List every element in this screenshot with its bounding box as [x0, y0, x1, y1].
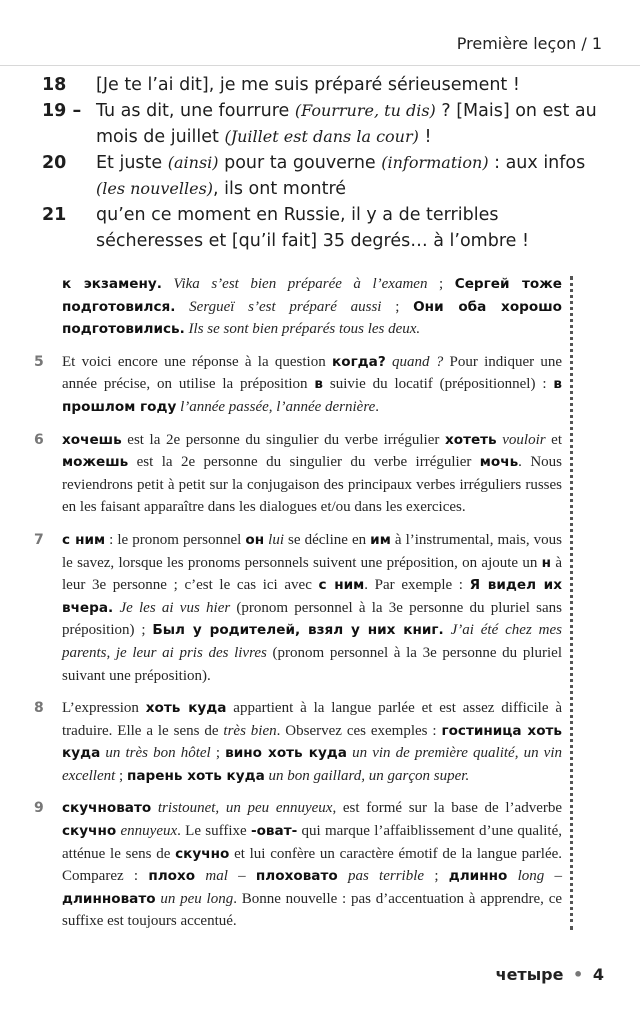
page-word: четыре — [495, 965, 564, 984]
note-text: . Nous reviendrons petit à petit sur la conjugaison des principaux verbes irréguliers russes en les faisant apparaître dans les dialogues et/ou dans les exercices. — [62, 454, 563, 516]
header-divider — [0, 65, 640, 66]
line-number: 20 — [42, 153, 67, 173]
russian-term: н — [541, 554, 552, 571]
french-gloss: pas terrible — [347, 868, 425, 885]
notes-section — [34, 273, 563, 943]
russian-term: длинно — [448, 868, 508, 885]
russian-term: -оват- — [250, 823, 298, 840]
line-fragment: : aux infos — [488, 153, 586, 173]
literal-translation: (les nouvelles) — [96, 179, 214, 198]
french-gloss: lui — [268, 531, 284, 548]
line-text — [96, 98, 602, 150]
note-paragraph — [34, 697, 563, 787]
note-text: à l’instrumental, mais, vous le savez, lorsque les pronoms personnels suivent une préposition, on ajoute un — [62, 531, 562, 571]
dialogue-line — [42, 98, 602, 150]
note-text: Pour indiquer une année précise, on utilise la préposition — [62, 353, 563, 393]
note-paragraph — [34, 529, 562, 687]
dialogue-lines — [42, 72, 602, 254]
line-number: 19 – — [42, 101, 82, 121]
note-text: . Le suffixe — [177, 823, 251, 840]
note-text: . — [375, 398, 380, 415]
dialogue-line — [42, 150, 602, 202]
note-text: et — [545, 431, 563, 448]
russian-term: хочешь — [62, 431, 122, 448]
russian-term: Сергей тоже подготовился. — [62, 276, 562, 315]
french-gloss: quand ? — [391, 353, 444, 370]
line-fragment: ? [Mais] on est au mois de juillet — [96, 101, 597, 147]
note-text: ; — [381, 298, 414, 315]
note-text — [162, 276, 174, 292]
french-gloss: long — [517, 868, 545, 885]
note-number: 8 — [34, 700, 44, 717]
note-text: Et voici encore une réponse à la question — [62, 353, 332, 370]
french-gloss: tristounet, un peu ennuyeux — [157, 800, 333, 817]
note-text: à leur 3e personne ; c’est le cas ici avec — [62, 554, 562, 594]
russian-term: хоть куда — [145, 700, 227, 717]
russian-term: в прошлом году — [62, 376, 562, 415]
russian-term: гостиница хоть куда — [62, 722, 563, 762]
dialogue-line — [42, 202, 602, 254]
note-paragraph — [34, 797, 563, 933]
literal-translation: (information) — [381, 153, 489, 172]
french-gloss: un bon gaillard, un garçon super. — [268, 767, 470, 784]
line-fragment: , ils ont montré — [213, 179, 347, 199]
russian-term: плоховато — [255, 868, 338, 885]
page-number: 4 — [592, 965, 604, 984]
note-number: 6 — [34, 431, 44, 448]
page-header: Première leçon / 1 — [456, 34, 602, 53]
note-text: ; — [427, 276, 455, 292]
note-text — [444, 622, 451, 638]
russian-term: с ним — [62, 531, 106, 548]
note-text: , est formé sur la base de l’adverbe — [332, 800, 563, 817]
french-gloss: Sergueï s’est préparé aussi — [189, 298, 382, 315]
french-gloss: un peu long — [160, 890, 234, 907]
russian-term: парень хоть куда — [126, 767, 265, 784]
note-text — [175, 299, 189, 315]
note-text: se décline en — [284, 531, 371, 548]
french-gloss: Ils se sont bien préparés tous les deux. — [188, 321, 421, 338]
note-number: 5 — [34, 353, 44, 370]
note-text: . Observez ces exemples : — [276, 722, 442, 739]
note-number: 9 — [34, 800, 44, 817]
line-number: 21 — [42, 205, 67, 225]
russian-term: когда? — [332, 353, 386, 370]
note-text: suivie du locatif (prépositionnel) : — [323, 376, 554, 393]
russian-term: плохо — [148, 868, 196, 885]
note-text: ; — [424, 868, 449, 885]
literal-translation: (Fourrure, tu dis) — [294, 101, 436, 120]
line-number: 18 — [42, 75, 67, 95]
note-text: ; — [210, 745, 226, 762]
note-paragraph — [34, 429, 563, 519]
russian-term: можешь — [62, 454, 129, 471]
page-footer — [496, 965, 604, 984]
note-text: ; — [115, 767, 127, 784]
dialogue-line — [42, 72, 602, 98]
french-gloss: très bien — [223, 722, 277, 739]
note-text: . Bonne nouvelle : pas d’accentuation à apprendre, ce suffixe est toujours accentué. — [62, 890, 563, 930]
note-text: est la 2e personne du singulier du verbe irrégulier — [121, 431, 445, 448]
line-text — [96, 72, 602, 98]
note-paragraph — [62, 273, 562, 341]
line-text — [96, 202, 602, 254]
russian-term: хотеть — [444, 431, 497, 448]
note-text: L’expression — [62, 700, 146, 717]
line-fragment: qu’en ce moment en Russie, il y a de terribles sécheresses et [qu’il fait] 35 degrés… à l’ombre ! — [96, 205, 529, 251]
note-paragraph — [34, 351, 563, 419]
french-gloss: ennuyeux — [120, 823, 178, 840]
french-gloss: un très bon hôtel — [105, 745, 211, 762]
russian-term: им — [370, 531, 391, 548]
russian-term: в — [314, 376, 324, 393]
line-fragment: ! — [418, 127, 432, 147]
note-text: (pronom personnel à la 3e personne du pluriel sans préposition) ; — [62, 599, 562, 639]
russian-term: Они оба хорошо подготовились. — [62, 298, 563, 338]
line-fragment: [Je te l’ai dit], je me suis préparé sérieusement ! — [96, 75, 520, 95]
note-text: . Par exemple : — [364, 577, 470, 594]
note-text: qui marque l’affaiblissement d’une qualité, atténue le sens de — [62, 823, 562, 862]
note-text — [195, 868, 205, 884]
french-gloss: Je les ai vus hier — [119, 599, 231, 616]
line-fragment: Tu as dit, une fourrure — [96, 101, 295, 121]
russian-term: скучновато — [62, 800, 152, 817]
line-fragment: Et juste — [96, 153, 168, 173]
note-text: – — [544, 868, 563, 885]
russian-term: Я видел их вчера. — [62, 577, 562, 616]
russian-term: скучно — [62, 823, 117, 840]
note-text: (pronom personnel à la 3e personne du pluriel suivant une préposition). — [62, 644, 562, 684]
note-text: : le pronom personnel — [105, 531, 246, 548]
note-text — [151, 800, 158, 816]
note-number: 7 — [34, 531, 44, 548]
french-gloss: Vika s’est bien préparée à l’examen — [173, 276, 428, 292]
footer-bullet: • — [573, 965, 584, 984]
note-text — [507, 868, 517, 884]
note-text: – — [227, 868, 256, 885]
russian-term: Был у родителей, взял у них книг. — [152, 622, 444, 639]
line-text — [96, 150, 602, 202]
russian-term: с ним — [318, 577, 365, 594]
literal-translation: (Juillet est dans la cour) — [224, 127, 419, 146]
russian-term: он — [245, 531, 265, 548]
french-gloss: un vin de première qualité, un vin excellent — [62, 745, 563, 784]
french-gloss: J’ai été chez mes parents, je leur ai pris des livres — [62, 622, 562, 661]
note-text — [338, 868, 348, 884]
literal-translation: (ainsi) — [167, 153, 219, 172]
russian-term: мочь — [479, 454, 519, 471]
note-text: appartient à la langue parlée et est assez difficile à traduire. Elle a le sens de — [62, 700, 562, 739]
russian-term: длинновато — [62, 890, 156, 907]
line-fragment: pour ta gouverne — [218, 153, 382, 173]
dotted-margin-rule — [570, 276, 573, 930]
french-gloss: mal — [205, 868, 228, 885]
note-text: est la 2e personne du singulier du verbe irrégulier — [128, 454, 480, 471]
russian-term: вино хоть куда — [225, 745, 347, 762]
russian-term: к экзамену. — [62, 276, 162, 292]
french-gloss: vouloir — [502, 431, 546, 448]
note-text: et lui confère un caractère émotif de la langue parlée. Comparez : — [62, 845, 563, 885]
french-gloss: l’année passée, l’année dernière — [180, 398, 376, 415]
russian-term: скучно — [175, 845, 230, 862]
